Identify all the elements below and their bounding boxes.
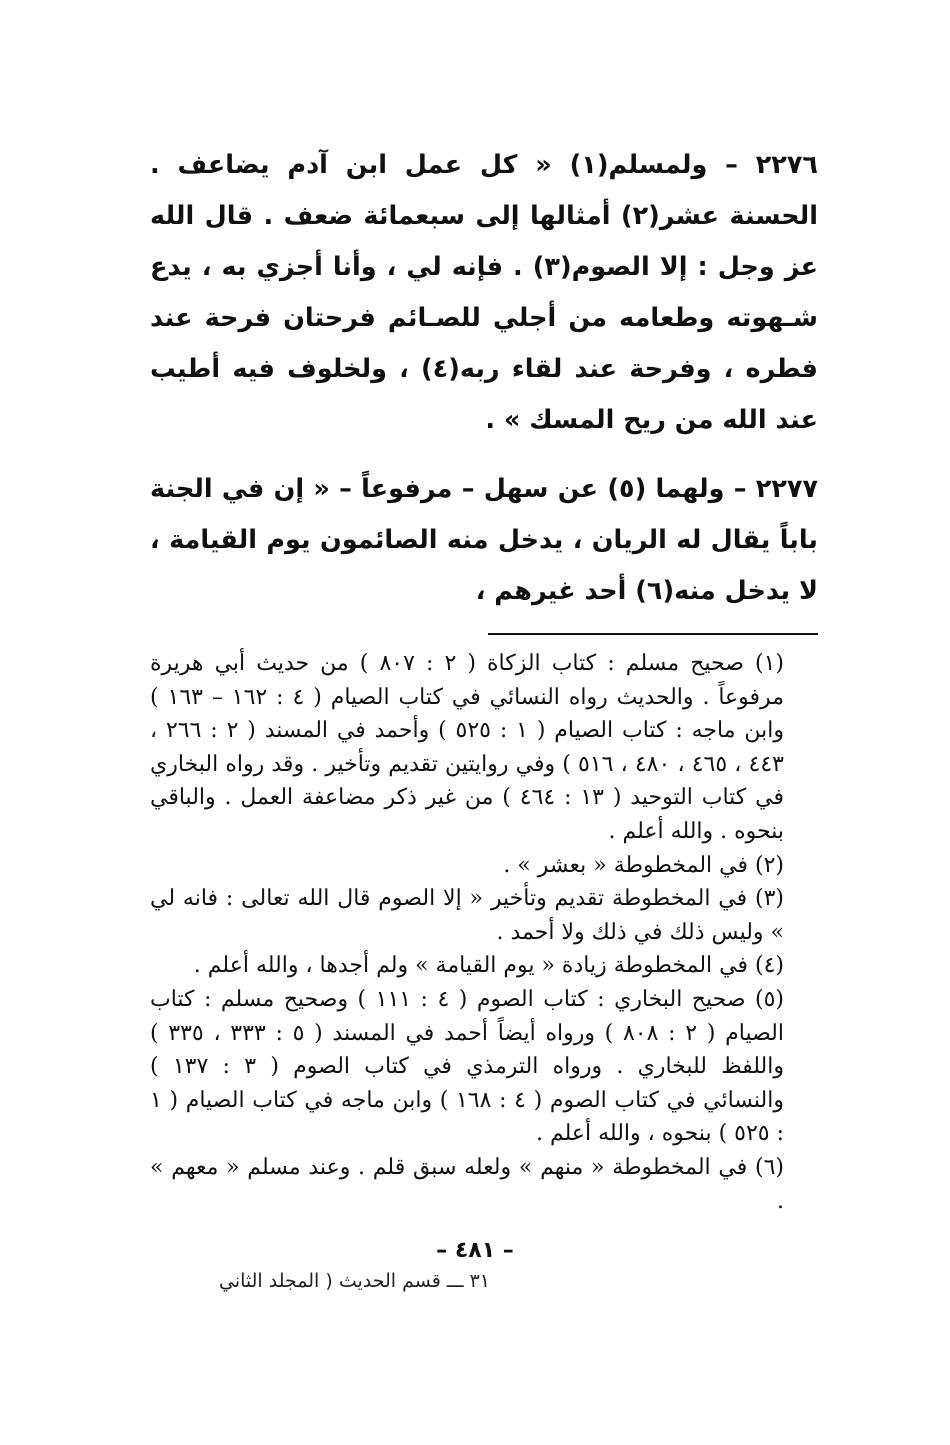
footnote-4: (٤) في المخطوطة زيادة « يوم القيامة » ولم أجدها ، والله أعلم . [193,953,784,979]
hadith-2276: ٢٢٧٦ – ولمسلم(١) « كل عمل ابن آدم يضاعف . الحسنة عشر(٢) أمثالها إلى سبعمائة ضعف . قال الله عز وجل : إلا الصوم(٣) . فإنه لي ، وأنا أجزي به ، يدع شـهوته وطعامه من أجلي للصـائم فرحتان فرحة عند فطره ، وفرحة عند لقاء ربه(٤) ، ولخلوف فيه أطيب عند الله من ريح المسك » . [150,150,818,435]
footnotes [150,647,818,1218]
page-number: – ٤٨١ – [436,1238,514,1263]
footnote-divider [488,633,818,635]
footnote-2: (٢) في المخطوطة « بعشر » . [503,852,784,878]
footnote-3: (٣) في المخطوطة تقديم وتأخير « إلا الصوم قال الله تعالى : فانه لي » وليس ذلك في ذلك ولا أحمد . [150,886,784,945]
hadith-2277: ٢٢٧٧ – ولهما (٥) عن سهل – مرفوعاً – « إن في الجنة باباً يقال له الريان ، يدخل منه الصائمون يوم القيامة ، لا يدخل منه(٦) أحد غيرهم ، [150,474,819,606]
footnote-5: (٥) صحيح البخاري : كتاب الصوم ( ٤ : ١١١ ) وصحيح مسلم : كتاب الصيام ( ٢ : ٨٠٨ ) ورواه أيضاً أحمد في المسند ( ٥ : ٣٣٣ ، ٣٣٥ ) واللفظ للبخاري . ورواه الترمذي في كتاب الصوم ( ٣ : ١٣٧ ) والنسائي في كتاب الصوم ( ٤ : ١٦٨ ) وابن ماجه في كتاب الصيام ( ١ : ٥٢٥ ) بنحوه ، والله أعلم . [150,986,785,1147]
footnote-6: (٦) في المخطوطة « منهم » ولعله سبق قلم . وعند مسلم « معهم » . [150,1154,784,1214]
page-body [150,140,818,1218]
signature-mark: ٣١ ـــ قسم الحديث ( المجلد الثاني [219,1270,490,1292]
footnote-1: (١) صحيح مسلم : كتاب الزكاة ( ٢ : ٨٠٧ ) من حديث أبي هريرة مرفوعاً . والحديث رواه النسائي في كتاب الصيام ( ٤ : ١٦٢ – ١٦٣ ) وابن ماجه : كتاب الصيام ( ١ : ٥٢٥ ) وأحمد في المسند ( ٢ : ٢٦٦ ، ٤٤٣ ، ٤٦٥ ، ٤٨٠ ، ٥١٦ ) وفي روايتين تقديم وتأخير . وقد رواه البخاري في كتاب التوحيد ( ١٣ : ٤٦٤ ) من غير ذكر مضاعفة العمل . والباقي بنحوه . والله أعلم . [150,651,784,844]
